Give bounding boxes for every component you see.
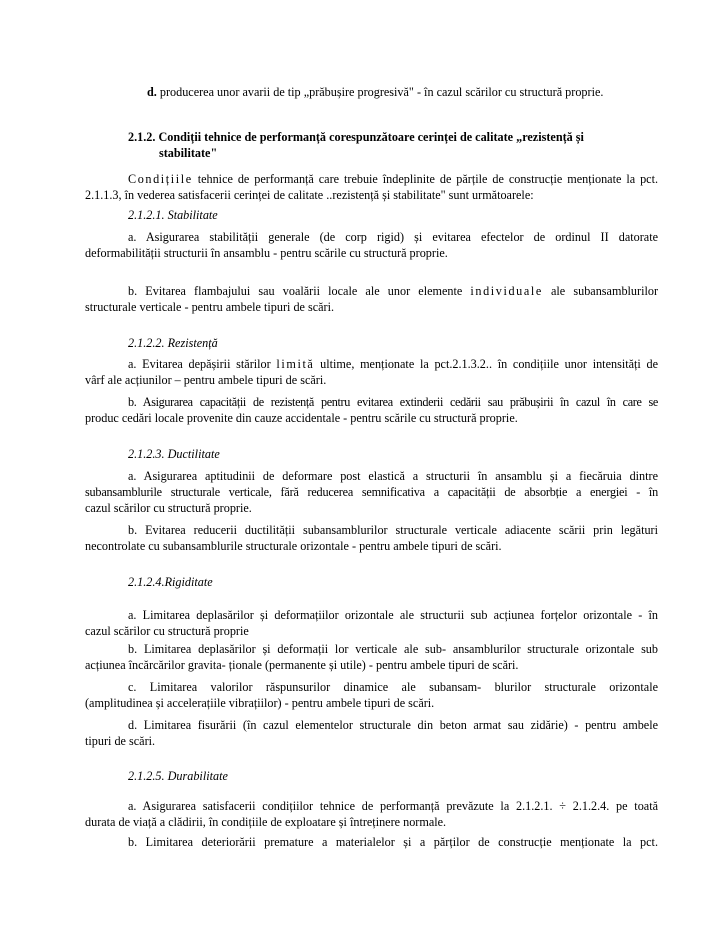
stabilitate-b-spaced-word: individuale — [470, 284, 543, 298]
item-d-label: d. — [147, 85, 157, 99]
ductilitate-a-line3: cazul scărilor cu structură proprie. — [85, 501, 252, 515]
intro-text: tehnice de performanță care trebuie îndeplinite de părțile de construcție menționate la pct. — [197, 172, 658, 186]
item-d-text: producerea unor avarii de tip „prăbușire progresivă" - în cazul scărilor cu structură proprie. — [159, 85, 604, 99]
durabilitate-b-text: b. Limitarea deteriorării premature a materialelor și a părților de construcție menționate la pct. — [128, 835, 658, 849]
ductilitate-a-line2: subansamblurile structurale verticale, fără reducerea semnificativa a capacității de absorbție a energiei - în — [85, 485, 658, 499]
durabilitate-a-line1 — [85, 798, 658, 814]
rezistenta-a-text-end: ultime, menționate la pct.2.1.3.2.. în condițiile unor intensități de — [320, 357, 658, 371]
rigiditate-b-line1 — [85, 641, 658, 657]
rezistenta-a-spaced-word: limită — [276, 357, 315, 371]
heading-rigiditate-text: 2.1.2.4.Rigiditate — [128, 575, 213, 589]
ductilitate-b-line2: necontrolate cu subansamblurile structurale orizontale - pentru ambele tipuri de scări. — [85, 539, 502, 553]
stabilitate-b-line1 — [85, 283, 658, 299]
heading-durabilitate-text: 2.1.2.5. Durabilitate — [128, 769, 228, 783]
heading-stabilitate — [85, 207, 658, 223]
durabilitate-a-text: a. Asigurarea satisfacerii condițiilor tehnice de performanță prevăzute la 2.1.2.1. ÷ 2.1.2.4. pe toată — [128, 799, 658, 813]
rezistenta-a-text: a. Evitarea depășirii stărilor — [128, 357, 271, 371]
ductilitate-a-text: a. Asigurarea aptitudinii de deformare post elastică a structurii în ansamblu și a fiecăruia dintre — [128, 469, 658, 483]
section-heading-line2 — [85, 145, 658, 161]
stabilitate-a-line1 — [85, 229, 658, 245]
heading-rigiditate — [85, 574, 658, 590]
rigiditate-d-text: d. Limitarea fisurării (în cazul elementelor structurale din beton armat sau zidărie) - pentru ambele — [128, 718, 658, 732]
section-heading-text: 2.1.2. Condiții tehnice de performanță corespunzătoare cerinței de calitate „rezistență și — [128, 130, 584, 144]
intro-paragraph-line2: 2.1.1.3, în vederea satisfacerii cerinței de calitate ..rezistență și stabilitate" sunt următoarele: — [85, 188, 534, 202]
stabilitate-b-line2: structurale verticale - pentru ambele tipuri de scări. — [85, 300, 335, 314]
rezistenta-b-line1 — [85, 394, 658, 410]
rigiditate-b-text: b. Limitarea deplasărilor și deformații lor verticale ale sub- ansamblurilor structurale orizontale sub — [128, 642, 658, 656]
heading-ductilitate-text: 2.1.2.3. Ductilitate — [128, 447, 220, 461]
section-heading-continuation: stabilitate" — [159, 146, 218, 160]
stabilitate-a-line2: deformabilității structurii în ansamblu - pentru scările cu structură proprie. — [85, 246, 448, 260]
stabilitate-b-text-end: ale subansamblurilor — [551, 284, 658, 298]
stabilitate-b-text: b. Evitarea flambajului sau voalării locale ale unor elemente — [128, 284, 463, 298]
heading-rezistenta — [85, 335, 658, 351]
rezistenta-b-line2: produc cedări locale provenite din cauze accidentale - pentru scările cu structură proprie. — [85, 411, 518, 425]
rezistenta-b-text: b. Asigurarea capacității de rezistență pentru evitarea extinderii cedării sau prăbușirii în cazul în care se — [128, 395, 658, 409]
rigiditate-d-line1 — [85, 717, 658, 733]
rigiditate-a-line2: cazul scărilor cu structură proprie — [85, 624, 249, 638]
rezistenta-a-line1 — [85, 356, 658, 372]
rigiditate-a-line1 — [85, 607, 658, 623]
intro-paragraph-line1 — [85, 171, 658, 187]
heading-ductilitate — [85, 446, 658, 462]
rigiditate-c-text: c. Limitarea valorilor răspunsurilor dinamice ale subansam- blurilor structurale orizontale — [128, 680, 658, 694]
section-heading-line1 — [85, 129, 658, 145]
rigiditate-b-line2: acțiunea încărcărilor gravita- ționale (permanente și utile) - pentru ambele tipuri de scări. — [85, 658, 519, 672]
rigiditate-c-line2: (amplitudinea și accelerațiile vibrațiilor) - pentru ambele tipuri de scări. — [85, 696, 435, 710]
durabilitate-b-line1 — [85, 834, 658, 850]
heading-rezistenta-text: 2.1.2.2. Rezistență — [128, 336, 218, 350]
rezistenta-a-line2: vârf ale acțiunilor – pentru ambele tipuri de scări. — [85, 373, 327, 387]
ductilitate-b-line1 — [85, 522, 658, 538]
rigiditate-a-text: a. Limitarea deplasărilor și deformațiilor orizontale ale structurii sub acțiunea forțelor orizontale - în — [128, 608, 658, 622]
item-d — [85, 84, 658, 100]
heading-stabilitate-text: 2.1.2.1. Stabilitate — [128, 208, 218, 222]
durabilitate-a-line2: durata de viață a clădirii, în condițiile de exploatare și întreținere normale. — [85, 815, 447, 829]
stabilitate-a-text: a. Asigurarea stabilității generale (de corp rigid) și evitarea efectelor de ordinul II datorate — [128, 230, 658, 244]
heading-durabilitate — [85, 768, 658, 784]
ductilitate-a-line1 — [85, 468, 658, 484]
rigiditate-d-line2: tipuri de scări. — [85, 734, 156, 748]
rigiditate-c-line1 — [85, 679, 658, 695]
ductilitate-b-text: b. Evitarea reducerii ductilității subansamblurilor structurale verticale adiacente scării prin legături — [128, 523, 658, 537]
intro-spaced-word: Condițiile — [128, 172, 193, 186]
